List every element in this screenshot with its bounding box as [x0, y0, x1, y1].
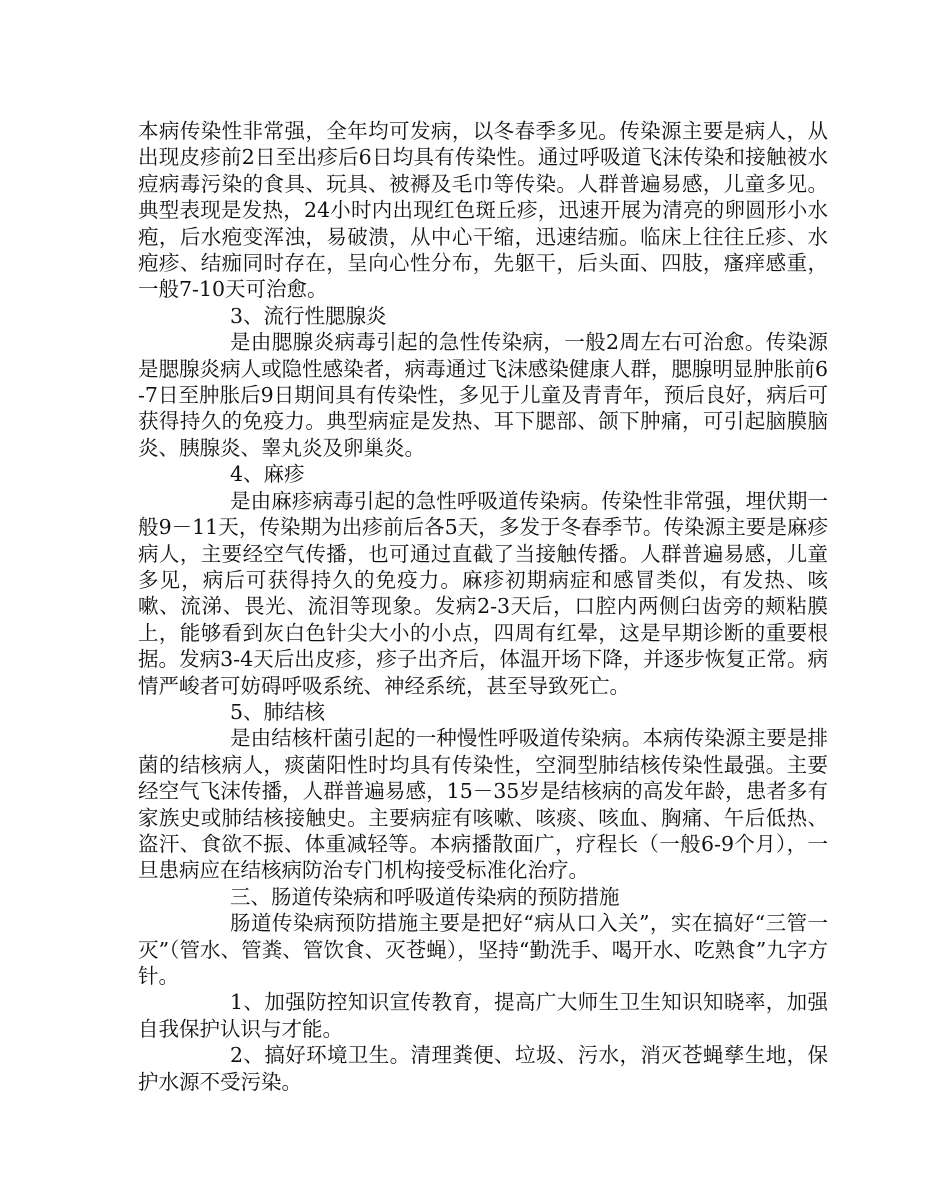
heading-measles: 4、麻疹 [230, 462, 305, 487]
paragraph-prevention-intro: 肠道传染病预防措施主要是把好“病从口入关”，实在搞好“三管一灭”（管水、管粪、管饮食、灭苍蝇），坚持“勤洗手、喝开水、吃熟食”九字方针。 [138, 911, 828, 988]
heading-tuberculosis: 5、肺结核 [230, 699, 326, 724]
paragraph-prevention-item-1: 1、加强防控知识宣传教育，提高广大师生卫生知识知晓率，加强自我保护认识与才能。 [138, 990, 828, 1041]
paragraph-tuberculosis: 是由结核杆菌引起的一种慢性呼吸道传染病。本病传染源主要是排菌的结核病人，痰菌阳性时均具有传染性，空洞型肺结核传染性最强。主要经空气飞沫传播，人群普遍易感，15－35岁是结核病的高发年龄，患者多有家族史或肺结核接触史。主要病症有咳嗽、咳痰、咳血、胸痛、午后低热、盗汗、食欲不振、体重减轻等。本病播散面广，疗程长（一般6-9个月），一旦患病应在结核病防治专门机构接受标准化治疗。 [138, 726, 828, 883]
paragraph-chickenpox-continued: 本病传染性非常强，全年均可发病，以冬春季多见。传染源主要是病人，从出现皮疹前2日至出疹后6日均具有传染性。通过呼吸道飞沫传染和接触被水痘病毒污染的食具、玩具、被褥及毛巾等传染。人群普遍易感，儿童多见。典型表现是发热，24小时内出现红色斑丘疹，迅速开展为清亮的卵圆形小水疱，后水疱变浑浊，易破溃，从中心干缩，迅速结痂。临床上往往丘疹、水疱疹、结痂同时存在，呈向心性分布，先躯干，后头面、四肢，瘙痒感重，一般7-10天可治愈。 [138, 119, 828, 302]
paragraph-prevention-item-2: 2、搞好环境卫生。清理粪便、垃圾、污水，消灭苍蝇孳生地，保护水源不受污染。 [138, 1043, 828, 1094]
heading-prevention-measures: 三、肠道传染病和呼吸道传染病的预防措施 [230, 884, 620, 909]
paragraph-measles: 是由麻疹病毒引起的急性呼吸道传染病。传染性非常强，埋伏期一般9－11天，传染期为出疹前后各5天，多发于冬春季节。传染源主要是麻疹病人，主要经空气传播，也可通过直截了当接触传播。人群普遍易感，儿童多见，病后可获得持久的免疫力。麻疹初期病症和感冒类似，有发热、咳嗽、流涕、畏光、流泪等现象。发病2-3天后，口腔内两侧臼齿旁的颊粘膜上，能够看到灰白色针尖大小的小点，四周有红晕，这是早期诊断的重要根据。发病3-4天后出皮疹，疹子出齐后，体温开场下降，并逐步恢复正常。病情严峻者可妨碍呼吸系统、神经系统，甚至导致死亡。 [138, 488, 828, 698]
document-body [138, 118, 828, 1095]
paragraph-mumps: 是由腮腺炎病毒引起的急性传染病，一般2周左右可治愈。传染源是腮腺炎病人或隐性感染者，病毒通过飞沫感染健康人群，腮腺明显肿胀前6-7日至肿胀后9日期间具有传染性，多见于儿童及青青年，预后良好，病后可获得持久的免疫力。典型病症是发热、耳下腮部、颌下肿痛，可引起脑膜脑炎、胰腺炎、睾丸炎及卵巢炎。 [138, 330, 828, 460]
heading-mumps: 3、流行性腮腺炎 [230, 303, 387, 328]
